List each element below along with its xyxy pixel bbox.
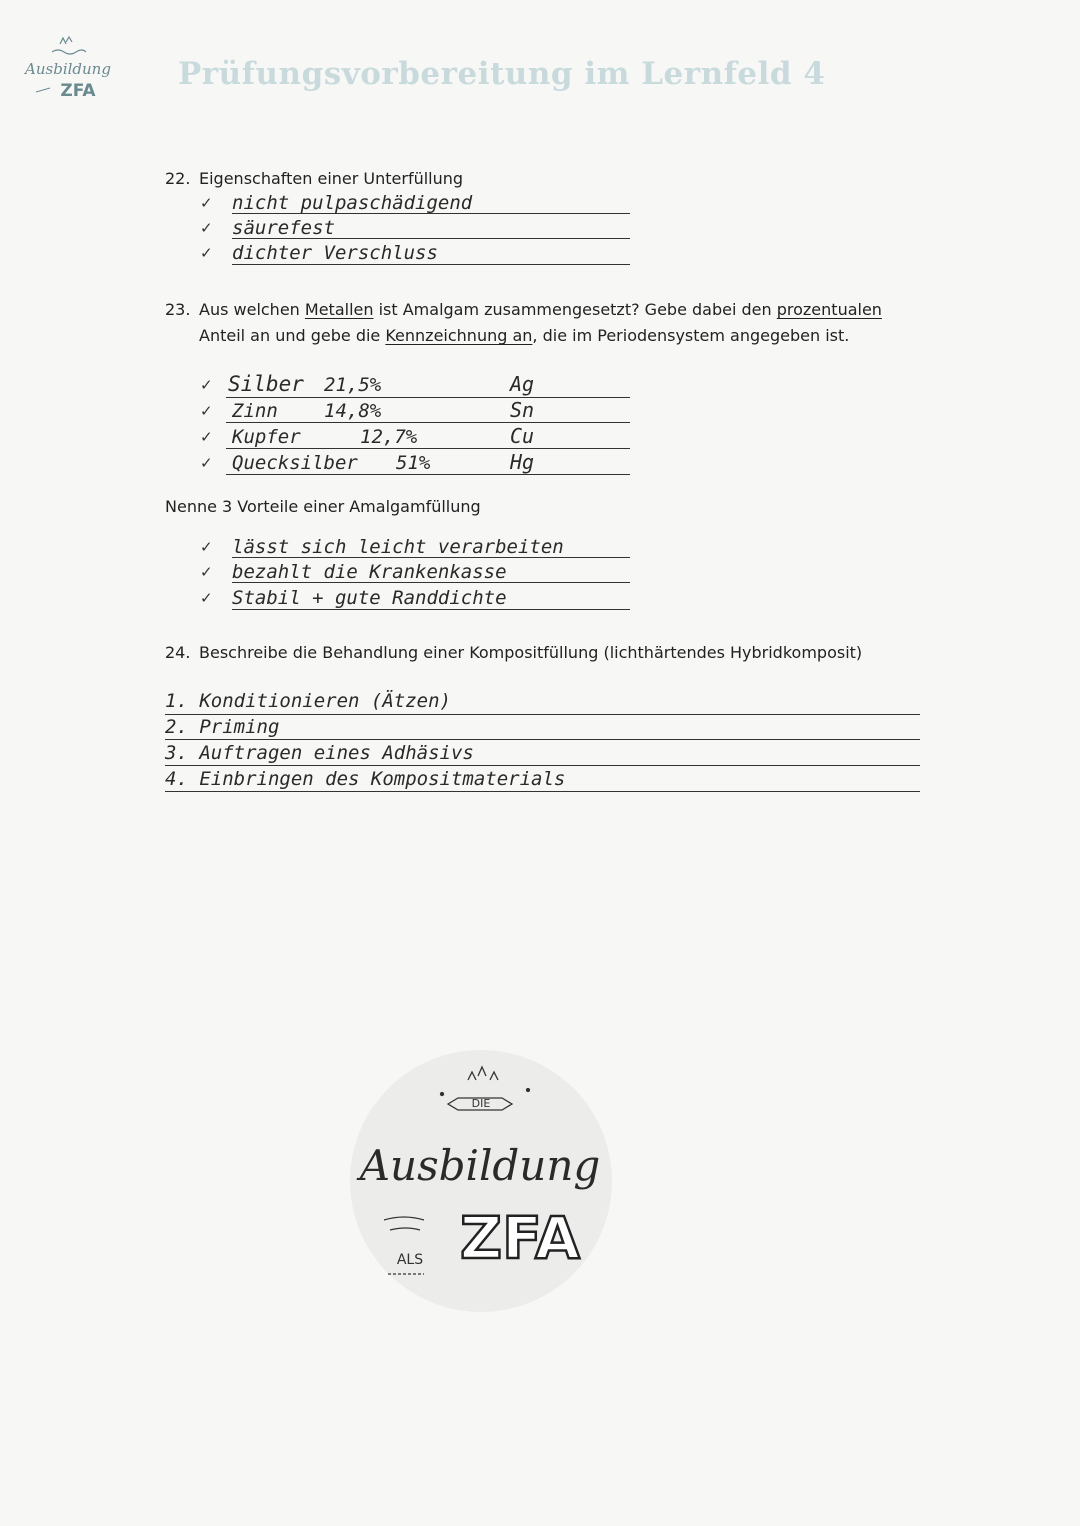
step-text: 4. Einbringen des Kompositmaterials [165,768,566,790]
metal-symbol: Cu [510,424,535,448]
answer-line [232,582,630,583]
question-number: 23. [165,300,191,319]
underlined-word: Metallen [304,300,374,319]
seal-top-text: DIE [471,1097,491,1110]
metal-symbol: Sn [510,398,535,422]
answer-line [226,422,630,423]
question-text: Beschreibe die Behandlung einer Kompositfüllung (lichthärtendes Hybridkomposit) [199,643,863,662]
checkmark-icon: ✓ [200,219,213,237]
logo-graphic [22,30,114,102]
seal-als-text: ALS [396,1252,424,1268]
metal-name: Kupfer [232,426,301,448]
seal-logo [350,1050,612,1312]
answer-line [232,609,630,610]
seal-graphic [350,1050,612,1312]
question-text: Aus welchen [199,300,305,319]
answer-line [232,213,630,214]
logo [22,30,114,102]
answer-line [226,448,630,449]
checkmark-icon: ✓ [200,563,213,581]
checkmark-icon: ✓ [200,428,213,446]
metal-percent: 51% [396,452,431,474]
metal-percent: 12,7% [360,426,418,448]
checkmark-icon: ✓ [200,538,213,556]
checkmark-icon: ✓ [200,589,213,607]
checkmark-icon: ✓ [200,194,213,212]
step-text: 3. Auftragen eines Adhäsivs [165,742,474,764]
question-text: , die im Periodensystem angegeben ist. [532,326,850,345]
answer-text: nicht pulpaschädigend [232,192,473,214]
seal-zfa-text: ZFA [460,1204,580,1272]
question-text: Eigenschaften einer Unterfüllung [199,169,464,188]
seal-main-text: Ausbildung [359,1141,601,1190]
answer-text: dichter Verschluss [232,242,438,264]
question-text: Anteil an und gebe die [199,326,386,345]
answer-line [226,474,630,475]
checkmark-icon: ✓ [200,244,213,262]
answer-line [226,397,630,398]
underlined-word: prozentualen [776,300,882,319]
metal-name: Zinn [232,400,278,422]
answer-line [165,765,920,766]
answer-line [165,739,920,740]
answer-text: säurefest [232,217,335,239]
metal-name: Quecksilber [232,452,358,474]
question-number: 24. [165,643,191,662]
metal-percent: 21,5% [324,374,382,396]
answer-line [232,238,630,239]
checkmark-icon: ✓ [200,376,213,394]
question-24 [165,640,862,666]
answer-text: lässt sich leicht verarbeiten [232,536,564,558]
question-23 [165,297,925,349]
answer-text: Stabil + gute Randdichte [232,587,507,609]
page-title: Prüfungsvorbereitung im Lernfeld 4 [178,56,826,92]
metal-symbol: Ag [510,372,535,396]
svg-text:ZFA: ZFA [60,81,96,101]
question-text: ist Amalgam zusammengesetzt? Gebe dabei den [373,300,777,319]
metal-symbol: Hg [510,450,535,474]
metal-name: Silber [228,372,304,396]
question-number: 22. [165,169,191,188]
question-22 [165,166,463,192]
answer-line [232,557,630,558]
underlined-word: Kennzeichnung an [385,326,533,345]
checkmark-icon: ✓ [200,454,213,472]
answer-line [165,791,920,792]
answer-line [165,714,920,715]
step-text: 1. Konditionieren (Ätzen) [165,690,451,712]
svg-text:Ausbildung: Ausbildung [25,60,111,78]
metal-row [200,374,630,399]
checkmark-icon: ✓ [200,402,213,420]
metal-percent: 14,8% [324,400,382,422]
answer-line [232,264,630,265]
step-text: 2. Priming [165,716,280,738]
answer-text: bezahlt die Krankenkasse [232,561,507,583]
vorteile-heading: Nenne 3 Vorteile einer Amalgamfüllung [165,497,481,516]
